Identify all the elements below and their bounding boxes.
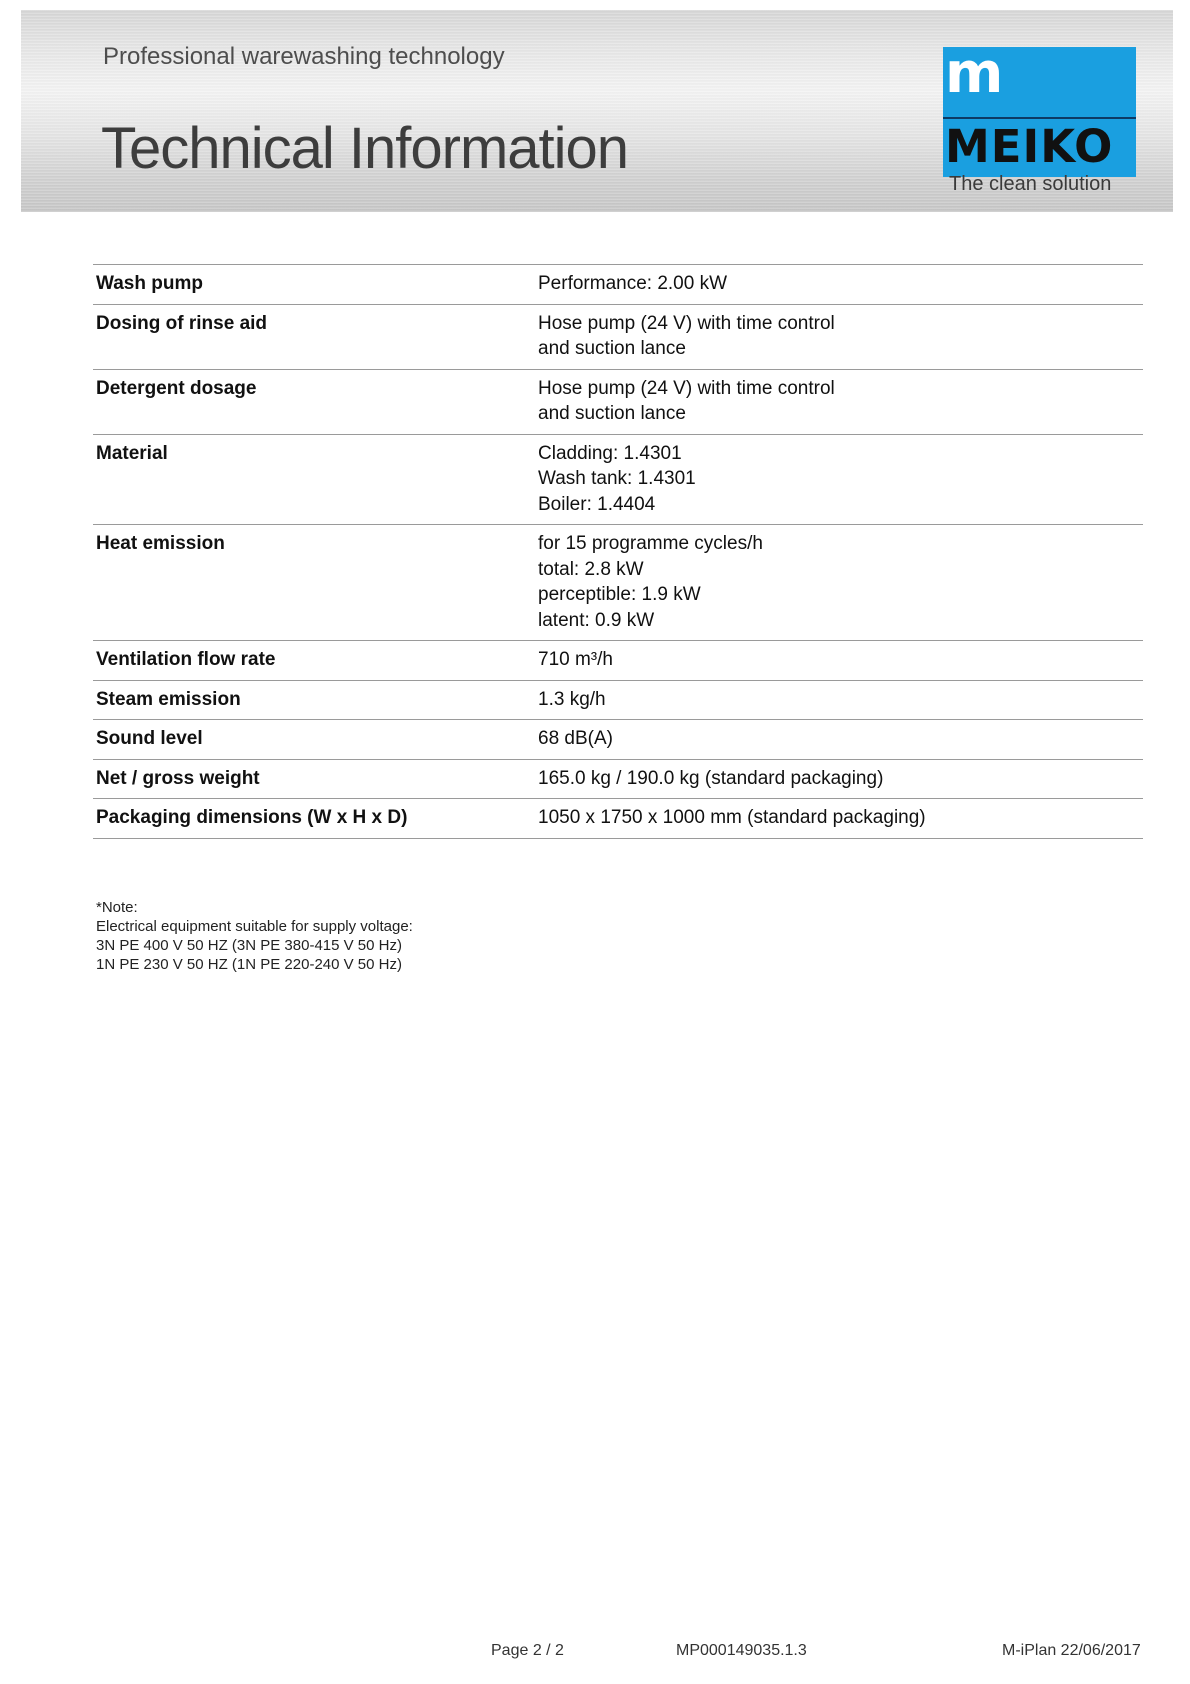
page-title: Technical Information — [101, 116, 629, 181]
spec-row — [93, 799, 1143, 839]
meiko-logo — [943, 41, 1136, 177]
spec-value-line: perceptible: 1.9 kW — [538, 584, 701, 605]
spec-label: Ventilation flow rate — [96, 649, 276, 670]
spec-label: Material — [96, 442, 168, 464]
footer-source-date: M-iPlan 22/06/2017 — [1002, 1642, 1141, 1659]
spec-value — [538, 441, 1143, 518]
spec-row — [93, 265, 1143, 305]
note-line: *Note: — [96, 899, 138, 916]
spec-label: Wash pump — [96, 273, 203, 294]
footer-page-number: Page 2 / 2 — [491, 1642, 564, 1659]
header-kicker: Professional warewashing technology — [103, 43, 505, 70]
spec-value — [538, 376, 1143, 427]
spec-value — [538, 531, 1143, 633]
spec-value-line: Boiler: 1.4404 — [538, 493, 656, 515]
header-banner — [21, 10, 1173, 212]
logo-mark: m — [945, 41, 1002, 106]
spec-value-line: Hose pump (24 V) with time control — [538, 377, 835, 399]
spec-value — [538, 805, 1143, 831]
footer-document-id: MP000149035.1.3 — [676, 1642, 807, 1659]
spec-label: Heat emission — [96, 533, 225, 554]
spec-row — [93, 720, 1143, 760]
spec-value — [538, 687, 1143, 713]
spec-row — [93, 641, 1143, 681]
spec-row — [93, 370, 1143, 435]
spec-table — [93, 264, 1143, 839]
spec-row — [93, 525, 1143, 641]
spec-row — [93, 305, 1143, 370]
spec-value-line: 710 m³/h — [538, 649, 613, 670]
spec-value-line: Wash tank: 1.4301 — [538, 468, 696, 489]
spec-row — [93, 435, 1143, 526]
logo-wordmark: MEIKO — [945, 120, 1114, 173]
voltage-note — [96, 898, 413, 974]
spec-label: Packaging dimensions (W x H x D) — [96, 807, 408, 828]
spec-value — [538, 311, 1143, 362]
spec-value-line: Performance: 2.00 kW — [538, 273, 728, 294]
logo-tagline: The clean solution — [949, 173, 1112, 195]
spec-label: Dosing of rinse aid — [96, 312, 268, 334]
note-line: 1N PE 230 V 50 HZ (1N PE 220-240 V 50 Hz) — [96, 956, 402, 973]
spec-value-line: for 15 programme cycles/h — [538, 533, 763, 554]
spec-value-line: Cladding: 1.4301 — [538, 442, 682, 464]
spec-value-line: Hose pump (24 V) with time control — [538, 312, 835, 334]
spec-row — [93, 681, 1143, 721]
spec-label: Detergent dosage — [96, 377, 257, 399]
spec-label: Net / gross weight — [96, 767, 260, 789]
spec-label: Sound level — [96, 728, 203, 749]
spec-value-line: 165.0 kg / 190.0 kg (standard packaging) — [538, 767, 884, 789]
note-line: 3N PE 400 V 50 HZ (3N PE 380-415 V 50 Hz) — [96, 937, 402, 954]
spec-value-line: and suction lance — [538, 338, 686, 359]
spec-value-line: latent: 0.9 kW — [538, 609, 655, 631]
spec-value — [538, 726, 1143, 752]
spec-value — [538, 271, 1143, 297]
spec-label: Steam emission — [96, 688, 241, 710]
spec-value-line: total: 2.8 kW — [538, 558, 644, 580]
spec-value-line: 1.3 kg/h — [538, 688, 606, 710]
note-line: Electrical equipment suitable for supply voltage: — [96, 918, 413, 935]
spec-value-line: and suction lance — [538, 403, 686, 424]
logo-divider — [943, 117, 1136, 119]
spec-value — [538, 766, 1143, 792]
spec-value-line: 68 dB(A) — [538, 728, 613, 749]
spec-value-line: 1050 x 1750 x 1000 mm (standard packaging) — [538, 807, 926, 828]
spec-row — [93, 760, 1143, 800]
spec-value — [538, 647, 1143, 673]
